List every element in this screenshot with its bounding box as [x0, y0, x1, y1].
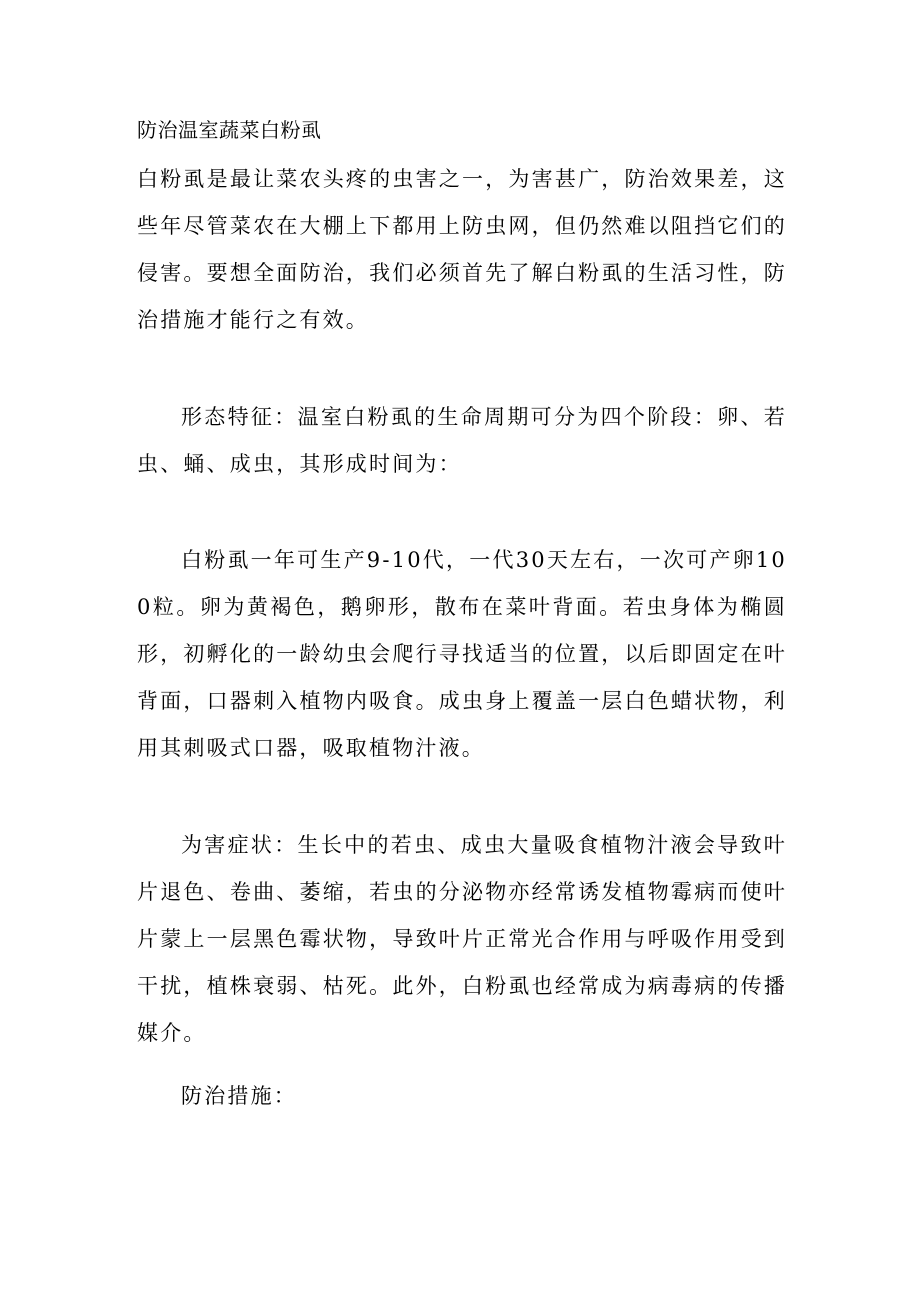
intro-paragraph: 白粉虱是最让菜农头疼的虫害之一，为害甚广，防治效果差，这些年尽管菜农在大棚上下都用上防虫网，但仍然难以阻挡它们的侵害。要想全面防治，我们必须首先了解白粉虱的生活习性，防治措施才能行之有效。 — [137, 167, 787, 332]
morphology-paragraph: 形态特征：温室白粉虱的生命周期可分为四个阶段：卵、若虫、蛹、成虫，其形成时间为： — [137, 405, 787, 476]
document-title: 防治温室蔬菜白粉虱 — [137, 118, 322, 142]
life-cycle-paragraph: 白粉虱一年可生产9-10代，一代30天左右，一次可产卵100粒。卵为黄褐色，鹅卵形，散布在菜叶背面。若虫身体为椭圆形，初孵化的一龄幼虫会爬行寻找适当的位置，以后即固定在叶背面，口器刺入植物内吸食。成虫身上覆盖一层白色蜡状物，利用其刺吸式口器，吸取植物汁液。 — [137, 548, 787, 760]
damage-symptoms-paragraph: 为害症状：生长中的若虫、成虫大量吸食植物汁液会导致叶片退色、卷曲、萎缩，若虫的分泌物亦经常诱发植物霉病而使叶片蒙上一层黑色霉状物，导致叶片正常光合作用与呼吸作用受到干扰，植株衰弱、枯死。此外，白粉虱也经常成为病毒病的传播媒介。 — [137, 833, 787, 1045]
control-measures-heading: 防治措施： — [181, 1084, 297, 1108]
